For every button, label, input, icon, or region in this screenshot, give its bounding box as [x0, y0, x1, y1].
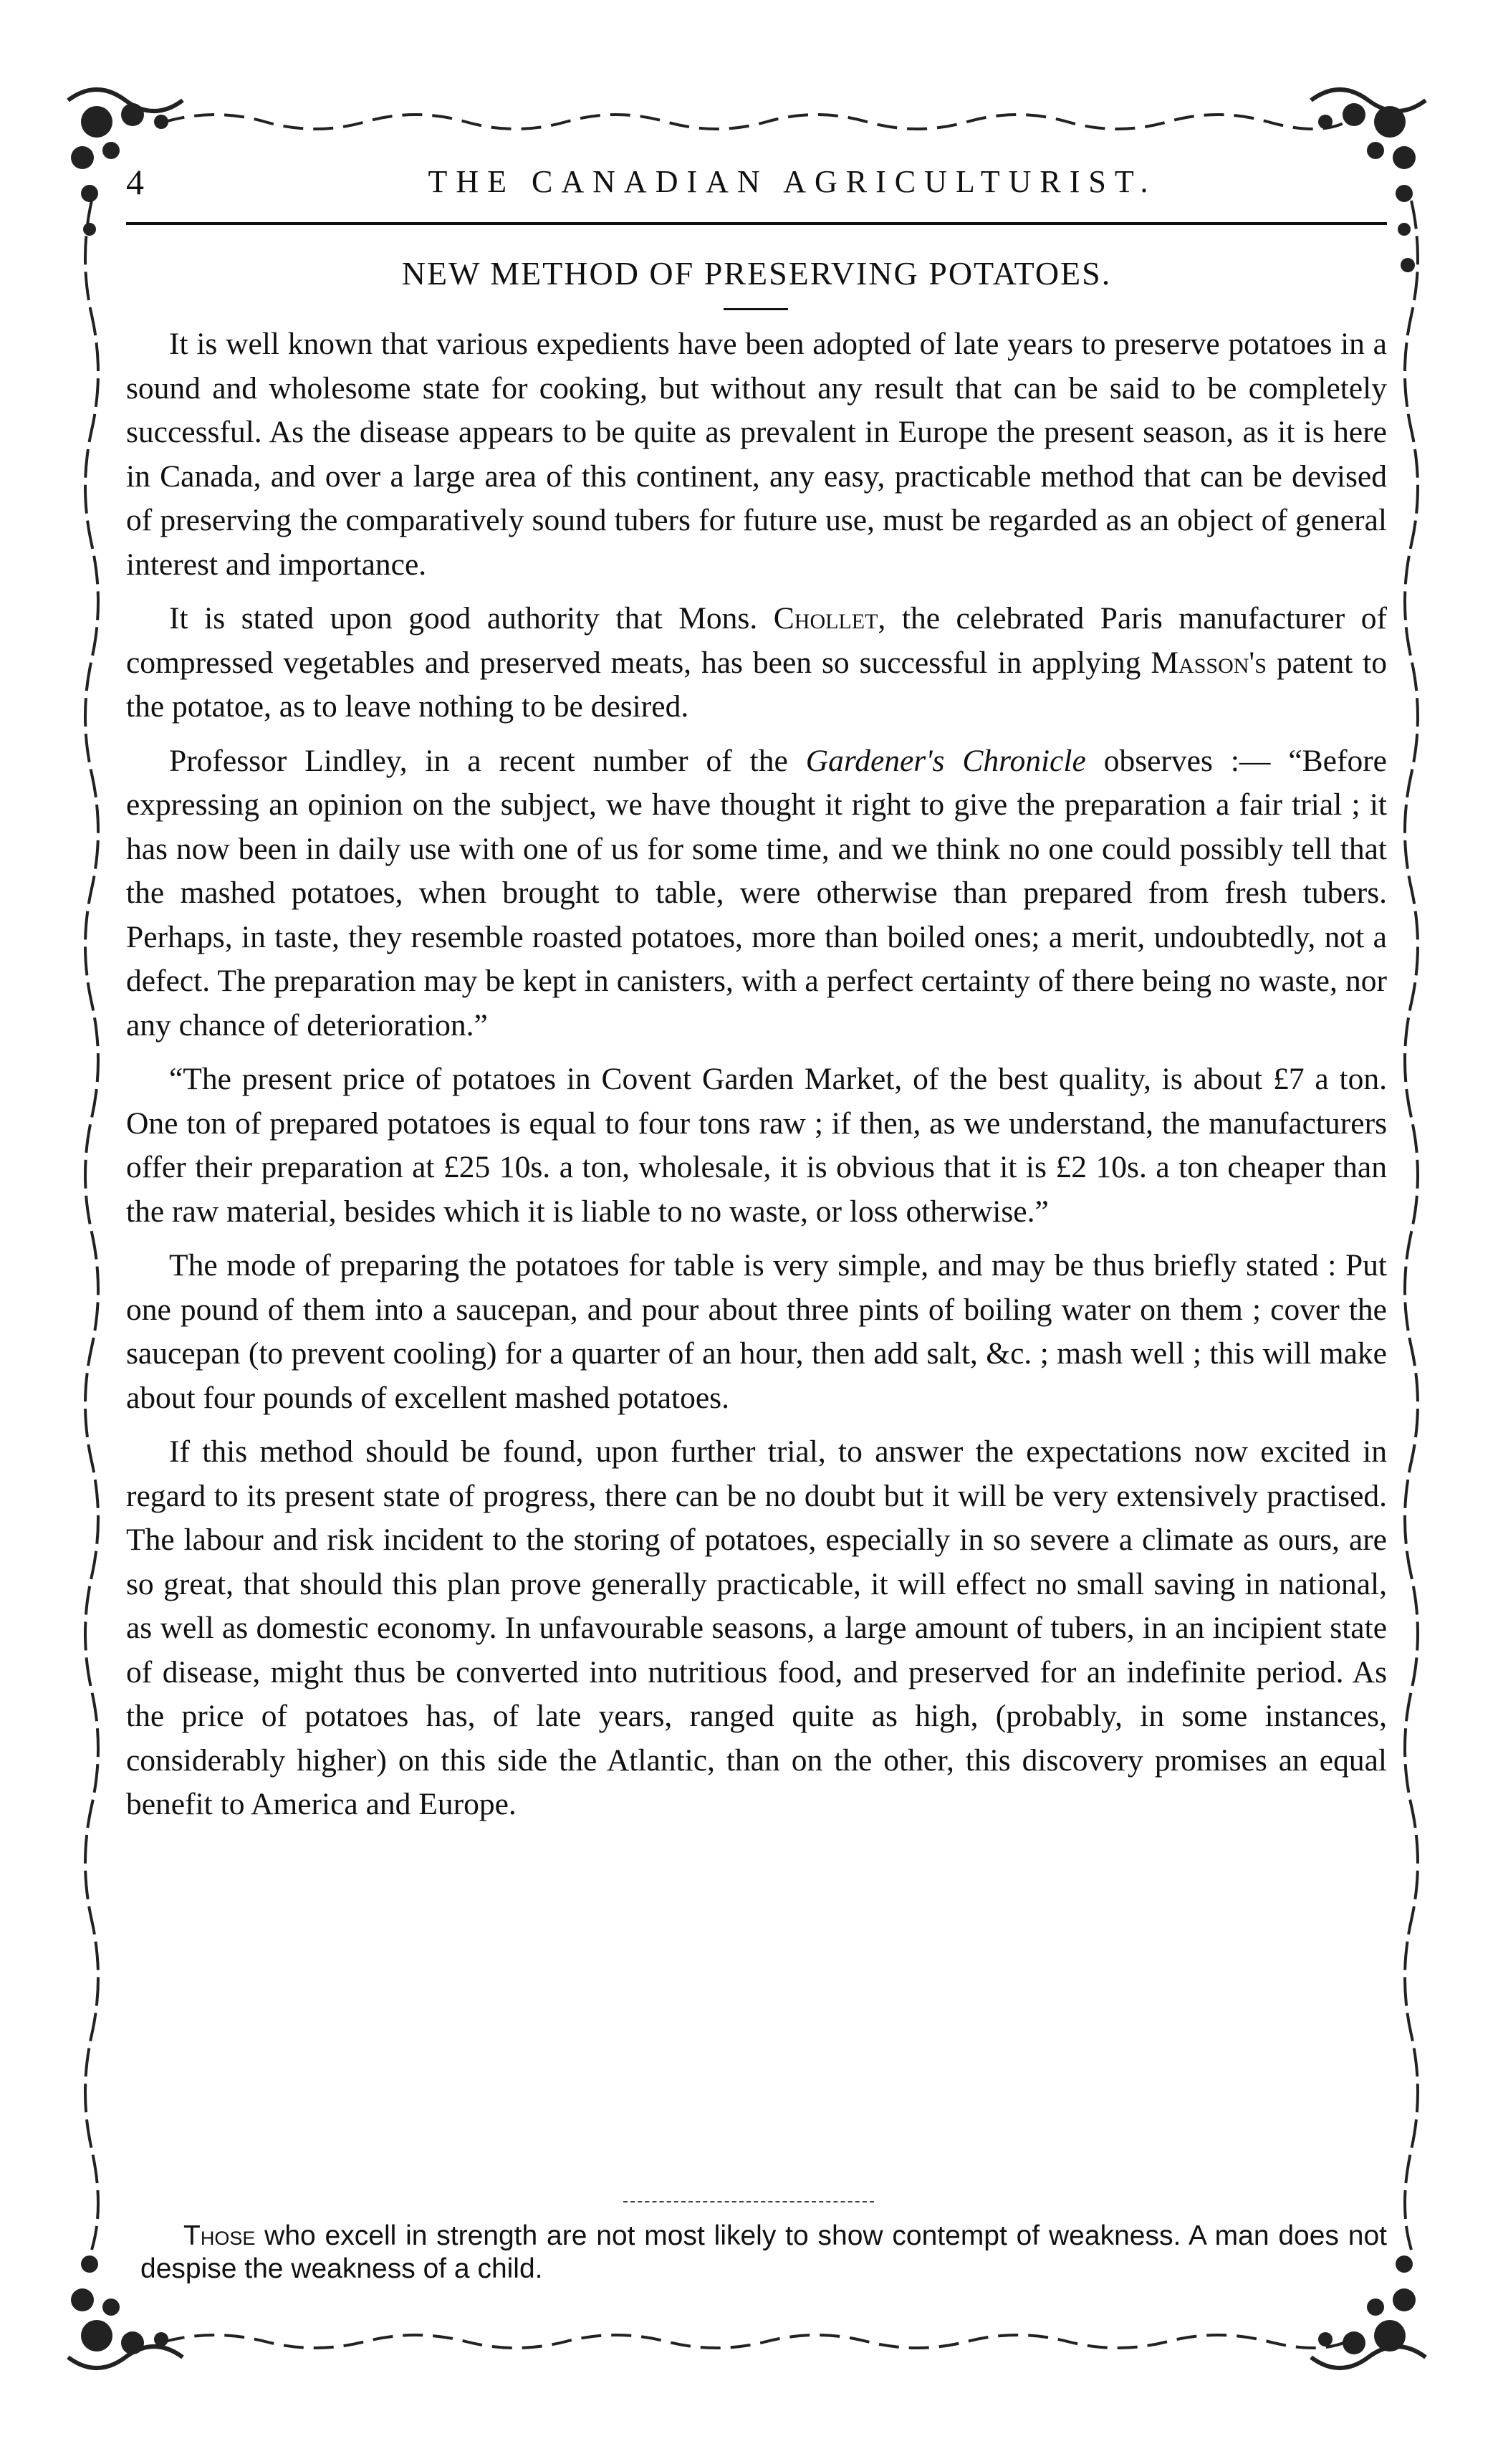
right-border-line	[1405, 201, 1418, 2250]
page-number: 4	[126, 162, 144, 202]
footnote-body: who excell in strength are not most likely to show contempt of weakness. A man does not despise the weakness of a child.	[140, 2220, 1387, 2284]
running-title: THE CANADIAN AGRICULTURIST.	[428, 164, 1157, 199]
top-border-line	[165, 115, 1347, 129]
paragraph-5: The mode of preparing the potatoes for table is very simple, and may be thus briefly stated : Put one pound of them into a saucepan, and pour about three pints of boiling water on them ; cover the saucepan (to prevent cooling) for a quarter of an hour, then add salt, &c. ; mash well ; this will make about four pounds of excellent mashed potatoes.	[126, 1248, 1387, 1415]
paragraph-2-text-c: patent to the potatoe, as to leave nothing to be desired.	[126, 645, 1388, 724]
footnote-lead: Those	[183, 2220, 256, 2251]
paragraph-1: It is well known that various expedients have been adopted of late years to preserve potatoes in a sound and wholesome state for cooking, but without any result that can be said to be completely successful. As the disease appears to be quite as prevalent in Europe the present season, as it is here in Canada, and over a large area of this continent, any easy, practicable method that can be devised of preserving the comparatively sound tubers for future use, must be regarded as an object of general interest and importance.	[126, 327, 1387, 582]
name-chollet: Chollet	[773, 601, 878, 636]
footnote	[140, 2220, 1387, 2286]
paragraph-3	[126, 739, 1387, 1048]
header-rule	[126, 222, 1387, 225]
paragraph-3-text-b: observes :— “Before expressing an opinion on the subject, we have thought it right to give the preparation a fair trial ; it has now been in daily use with one of us for some time, and we think no one could possibly tell that the mashed potatoes, when brought to table, were otherwise than prepared from fresh tubers. Perhaps, in taste, they resemble roasted potatoes, more than boiled ones; a merit, undoubtedly, not a defect. The preparation may be kept in canisters, with a perfect certainty of there being no waste, nor any chance of deterioration.”	[126, 743, 1387, 1042]
footnote-text	[140, 2220, 1387, 2286]
paragraph-2-text-a: It is stated upon good authority that Mons.	[169, 601, 774, 636]
bottom-border-line	[165, 2335, 1347, 2348]
journal-title: Gardener's Chronicle	[805, 743, 1086, 778]
paragraph-3-text-a: Professor Lindley, in a recent number of the	[169, 743, 806, 778]
paragraph-4: “The present price of potatoes in Covent Garden Market, of the best quality, is about £7 a ton. One ton of prepared potatoes is equal to four tons raw ; if then, as we understand, the manufacturers offer their preparation at £25 10s. a ton, wholesale, it is obvious that it is £2 10s. a ton cheaper than the raw material, besides which it is liable to no waste, or loss otherwise.”	[126, 1062, 1387, 1229]
paragraph-6: If this method should be found, upon further trial, to answer the expectations now excited in regard to its present state of progress, there can be no doubt but it will be very extensively practised. The labour and risk incident to the storing of potatoes, especially in so severe a climate as ours, are so great, that should this plan prove generally practicable, it will effect no small saving in national, as well as domestic economy. In unfavourable seasons, a large amount of tubers, in an incipient state of disease, might thus be converted into nutritious food, and preserved for an indefinite period. As the price of potatoes has, of late years, ranged quite as high, (probably, in some instances, considerably higher) on this side the Atlantic, than on the other, this discovery promises an equal benefit to America and Europe.	[126, 1434, 1387, 1821]
end-rule	[623, 2201, 874, 2202]
article-body	[126, 322, 1387, 1837]
paragraph-2	[126, 597, 1387, 729]
left-border-line	[85, 201, 98, 2250]
running-header	[126, 153, 1387, 211]
name-masson: Masson's	[1151, 645, 1267, 680]
title-rule	[724, 308, 788, 310]
paragraph-2-text-b: , the celebrated Paris manufacturer of compressed vegetables and preserved meats, has been so successful in applying	[126, 601, 1388, 680]
article-title: NEW METHOD OF PRESERVING POTATOES.	[401, 255, 1112, 292]
